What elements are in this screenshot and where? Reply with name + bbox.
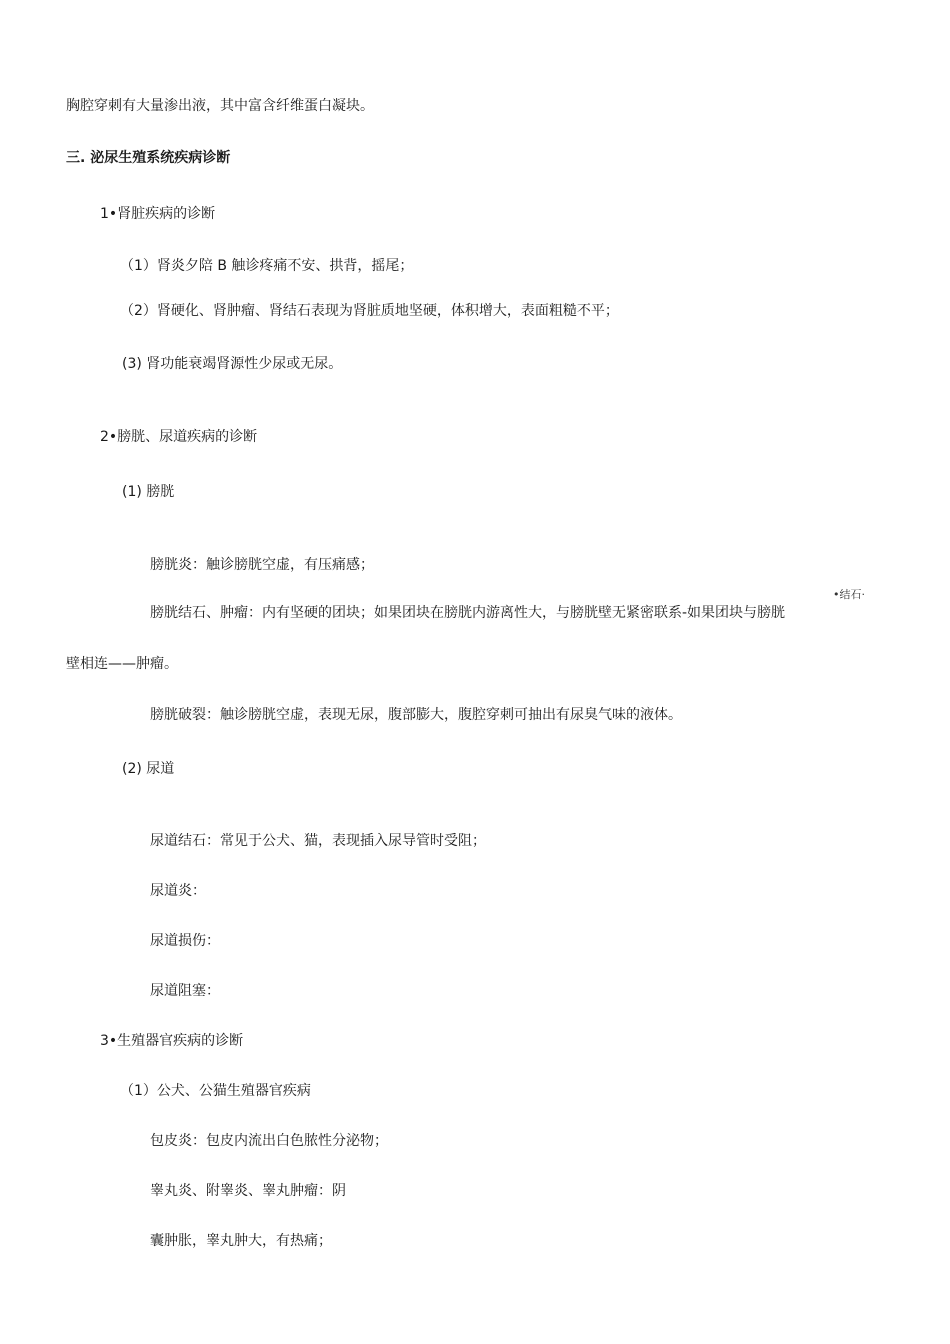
orchitis-line2: 囊肿胀，睾丸肿大，有热痛； (150, 1233, 332, 1249)
subsection-title-bladder-urethra: 2•膀胱、尿道疾病的诊断 (100, 429, 258, 445)
urethra-heading: (2) 尿道 (122, 761, 175, 777)
phimosis: 包皮炎：包皮内流出白色脓性分泌物； (150, 1133, 388, 1149)
urethra-injury: 尿道损伤： (150, 933, 220, 949)
kidney-item-2: （2）肾硬化、肾肿瘤、肾结石表现为肾脏质地坚硬，体积增大，表面粗糙不平； (120, 303, 619, 319)
urethritis: 尿道炎： (150, 883, 206, 899)
paragraph-pleural-effusion: 胸腔穿刺有大量渗出液，其中富含纤维蛋白凝块。 (66, 98, 374, 114)
bladder-inflammation: 膀胱炎：触诊膀胱空虚，有压痛感； (150, 557, 374, 573)
subsection-title-genital: 3•生殖器官疾病的诊断 (100, 1033, 244, 1049)
kidney-item-3: (3) 肾功能衰竭肾源性少尿或无尿。 (122, 356, 343, 372)
bladder-rupture: 膀胱破裂：触诊膀胱空虚，表现无尿，腹部膨大，腹腔穿刺可抽出有尿臭气味的液体。 (150, 707, 682, 723)
bladder-stone-line1: 膀胱结石、肿瘤：内有坚硬的团块；如果团块在膀胱内游离性大，与膀胱壁无紧密联系-如果团块与膀胱 (150, 605, 786, 621)
genital-male-heading: （1）公犬、公猫生殖器官疾病 (120, 1083, 311, 1099)
orchitis-line1: 睾丸炎、附睾炎、睾丸肿瘤：阴 (150, 1183, 346, 1199)
kidney-item-1: （1）肾炎夕陪 B 触诊疼痛不安、拱背，摇尾； (120, 258, 414, 274)
urethra-stone: 尿道结石：常见于公犬、猫，表现插入尿导管时受阻； (150, 833, 486, 849)
margin-note: •结石· (833, 588, 865, 601)
bladder-stone-line2: 壁相连——肿瘤。 (66, 656, 178, 672)
section-title-urogenital: 三. 泌尿生殖系统疾病诊断 (66, 150, 231, 166)
bladder-heading: (1) 膀胱 (122, 484, 175, 500)
subsection-title-kidney: 1•肾脏疾病的诊断 (100, 206, 216, 222)
urethra-obstruction: 尿道阻塞： (150, 983, 220, 999)
